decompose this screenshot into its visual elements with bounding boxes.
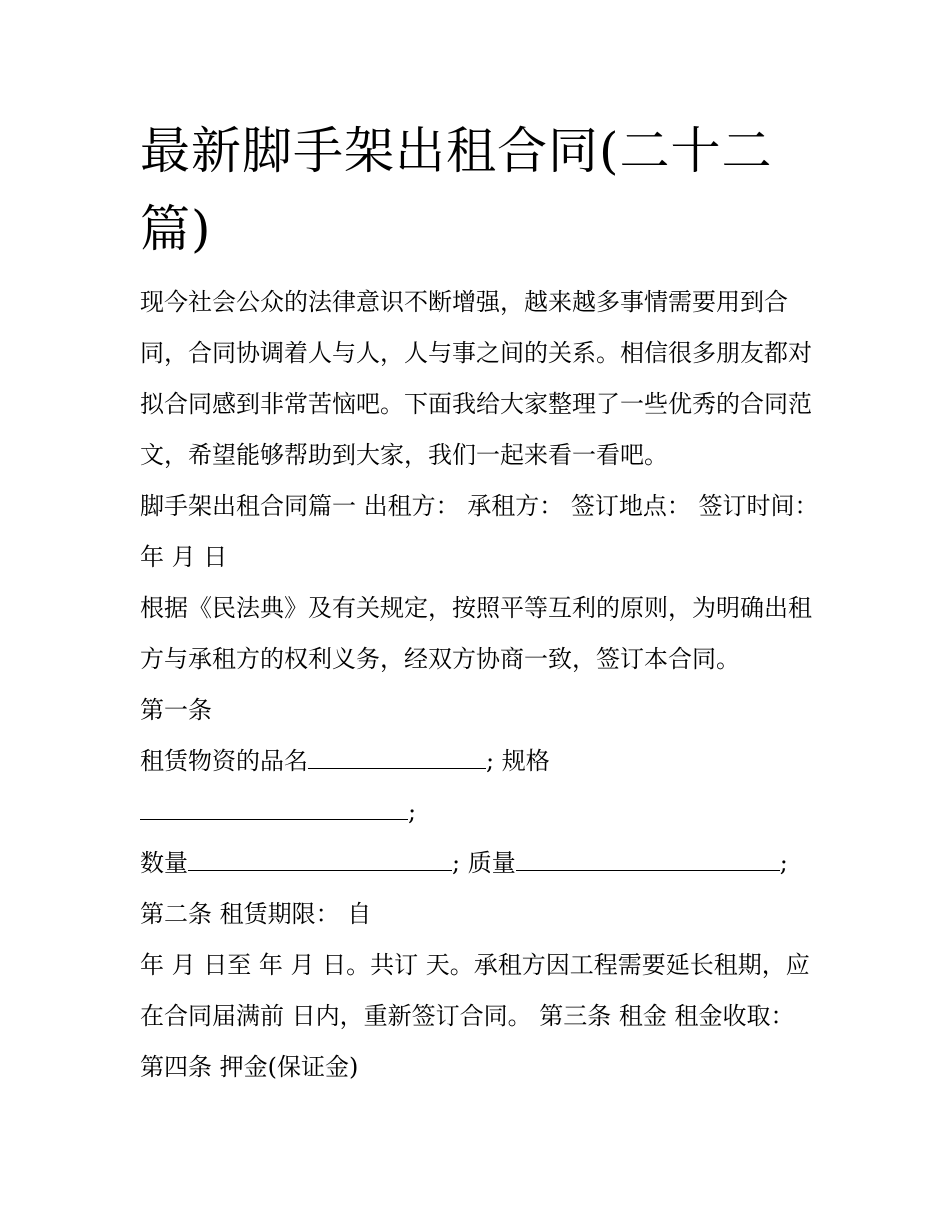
- contract-header-paragraph: 脚手架出租合同篇一 出租方： 承租方： 签订地点： 签订时间： 年 月 日: [140, 492, 819, 571]
- name-label: 租赁物资的品名: [140, 747, 308, 775]
- spec-label: ; 规格: [486, 747, 550, 775]
- article-1-name-spec-line: [140, 736, 820, 787]
- spec-blank-line: [140, 791, 408, 820]
- document-body: [140, 277, 820, 1093]
- spec-end-punct: ;: [408, 798, 417, 826]
- article-1-qty-quality-line: [140, 838, 820, 889]
- quantity-label: 数量: [140, 849, 188, 877]
- document-title: 最新脚手架出租合同(二十二篇): [140, 122, 773, 258]
- article-2-body: 年 月 日至 年 月 日。共订 天。承租方因工程需要延长租期，应在合同届满前 日内，重新签订合同。 第三条 租金 租金收取： 第四条 押金(保证金): [140, 951, 810, 1081]
- quality-end-punct: ;: [779, 849, 788, 877]
- name-blank-line: [308, 740, 486, 769]
- article-1-spec-blank-line: [140, 787, 820, 838]
- quantity-blank-line: [188, 842, 452, 871]
- intro-paragraph: 现今社会公众的法律意识不断增强，越来越多事情需要用到合同，合同协调着人与人，人与事之间的关系。相信很多朋友都对拟合同感到非常苦恼吧。下面我给大家整理了一些优秀的合同范文，希望能够帮助到大家，我们一起来看一看吧。: [140, 288, 812, 469]
- article-2-heading: 第二条 租赁期限： 自: [140, 900, 372, 928]
- quality-label: ; 质量: [452, 849, 516, 877]
- quality-blank-line: [516, 842, 780, 871]
- article-1-heading: 第一条: [140, 696, 212, 724]
- preamble-paragraph: 根据《民法典》及有关规定，按照平等互利的原则，为明确出租方与承租方的权利义务，经双方协商一致，签订本合同。: [140, 594, 812, 673]
